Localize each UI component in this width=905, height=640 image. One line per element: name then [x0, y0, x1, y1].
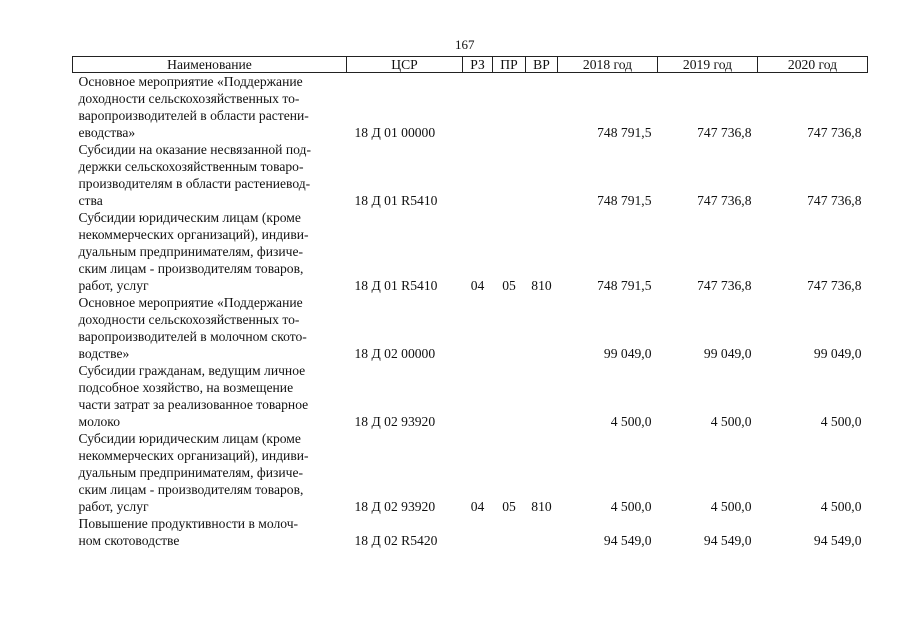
table-row	[73, 73, 868, 142]
row-name-line: работ, услуг	[78, 499, 149, 514]
row-vr	[526, 141, 558, 209]
row-csr: 18 Д 02 93920	[354, 414, 436, 429]
row-vr	[526, 515, 558, 549]
row-name-line: ским лицам - производителям товаров,	[78, 482, 304, 497]
table-row	[73, 430, 868, 515]
row-csr: 18 Д 02 R5420	[354, 533, 438, 548]
table-row	[73, 209, 868, 294]
row-name-line: молоко	[78, 414, 121, 429]
table-row	[73, 294, 868, 362]
table-header	[73, 57, 868, 73]
row-value-2019: 747 736,8	[697, 125, 752, 140]
row-name	[73, 294, 347, 362]
header-vr: ВР	[526, 57, 558, 73]
header-name: Наименование	[73, 57, 347, 73]
row-rz	[463, 73, 493, 142]
row-name-line: Субсидии на оказание несвязанной под-	[78, 142, 311, 157]
row-vr	[526, 294, 558, 362]
row-name-line: варопроизводителей в молочном ското-	[78, 329, 307, 344]
row-value-2019: 4 500,0	[710, 499, 752, 514]
header-2018: 2018 год	[558, 57, 658, 73]
row-name-line: доходности сельскохозяйственных то-	[78, 91, 300, 106]
row-name-line: некоммерческих организаций), индиви-	[78, 448, 309, 463]
row-name-line: еводства»	[78, 125, 136, 140]
row-name-line: держки сельскохозяйственным товаро-	[78, 159, 304, 174]
row-name	[73, 515, 347, 549]
row-value-2020: 99 049,0	[813, 346, 862, 361]
row-rz: 04	[470, 278, 485, 293]
header-rz: РЗ	[463, 57, 493, 73]
row-rz	[463, 141, 493, 209]
row-pr	[493, 141, 526, 209]
row-pr	[493, 362, 526, 430]
row-csr: 18 Д 01 R5410	[354, 278, 438, 293]
budget-table	[72, 56, 868, 549]
row-value-2019: 747 736,8	[697, 193, 752, 208]
row-name-line: Субсидии юридическим лицам (кроме	[78, 210, 301, 225]
row-name-line: ства	[78, 193, 103, 208]
row-value-2020: 94 549,0	[813, 533, 862, 548]
row-name-line: ским лицам - производителям товаров,	[78, 261, 304, 276]
row-name-line: подсобное хозяйство, на возмещение	[78, 380, 294, 395]
row-vr	[526, 362, 558, 430]
row-pr	[493, 73, 526, 142]
row-value-2020: 4 500,0	[820, 414, 862, 429]
table-body	[73, 73, 868, 550]
row-name-line: Основное мероприятие «Поддержание	[78, 295, 303, 310]
row-pr: 05	[502, 278, 516, 293]
row-value-2018: 99 049,0	[603, 346, 652, 361]
row-value-2018: 748 791,5	[597, 278, 652, 293]
row-name-line: производителям в области растениевод-	[78, 176, 311, 191]
row-value-2019: 747 736,8	[697, 278, 752, 293]
row-pr: 05	[502, 499, 516, 514]
row-value-2019: 4 500,0	[710, 414, 752, 429]
row-name-line: работ, услуг	[78, 278, 149, 293]
row-value-2018: 4 500,0	[610, 414, 652, 429]
row-rz: 04	[470, 499, 485, 514]
row-name-line: варопроизводителей в области растени-	[78, 108, 309, 123]
row-name-line: некоммерческих организаций), индиви-	[78, 227, 309, 242]
row-name-line: части затрат за реализованное товарное	[78, 397, 309, 412]
row-name-line: ном скотоводстве	[78, 533, 180, 548]
row-vr	[526, 73, 558, 142]
row-name-line: Повышение продуктивности в молоч-	[78, 516, 299, 531]
row-name	[73, 430, 347, 515]
row-vr: 810	[531, 278, 552, 293]
row-value-2020: 747 736,8	[807, 278, 862, 293]
row-csr: 18 Д 02 00000	[354, 346, 436, 361]
table-row	[73, 362, 868, 430]
row-name	[73, 73, 347, 142]
row-name-line: дуальным предпринимателям, физиче-	[78, 465, 304, 480]
header-csr: ЦСР	[347, 57, 463, 73]
header-pr: ПР	[493, 57, 526, 73]
row-rz	[463, 515, 493, 549]
row-rz	[463, 294, 493, 362]
row-csr: 18 Д 02 93920	[354, 499, 436, 514]
row-name-line: Основное мероприятие «Поддержание	[78, 74, 303, 89]
page-number: 167	[455, 37, 475, 52]
row-value-2020: 747 736,8	[807, 193, 862, 208]
header-2019: 2019 год	[658, 57, 758, 73]
row-name-line: Субсидии юридическим лицам (кроме	[78, 431, 301, 446]
row-vr: 810	[531, 499, 552, 514]
row-value-2018: 748 791,5	[597, 193, 652, 208]
row-name	[73, 209, 347, 294]
table-row	[73, 141, 868, 209]
row-pr	[493, 515, 526, 549]
row-name-line: Субсидии гражданам, ведущим личное	[78, 363, 306, 378]
row-name-line: дуальным предпринимателям, физиче-	[78, 244, 304, 259]
row-csr: 18 Д 01 00000	[354, 125, 436, 140]
table-row	[73, 515, 868, 549]
row-value-2018: 748 791,5	[597, 125, 652, 140]
row-value-2020: 747 736,8	[807, 125, 862, 140]
row-value-2018: 4 500,0	[610, 499, 652, 514]
row-csr: 18 Д 01 R5410	[354, 193, 438, 208]
row-pr	[493, 294, 526, 362]
row-value-2019: 94 549,0	[703, 533, 752, 548]
row-value-2020: 4 500,0	[820, 499, 862, 514]
row-name-line: доходности сельскохозяйственных то-	[78, 312, 300, 327]
row-name	[73, 141, 347, 209]
row-value-2019: 99 049,0	[703, 346, 752, 361]
row-name	[73, 362, 347, 430]
row-name-line: водстве»	[78, 346, 130, 361]
header-2020: 2020 год	[758, 57, 868, 73]
row-value-2018: 94 549,0	[603, 533, 652, 548]
row-rz	[463, 362, 493, 430]
